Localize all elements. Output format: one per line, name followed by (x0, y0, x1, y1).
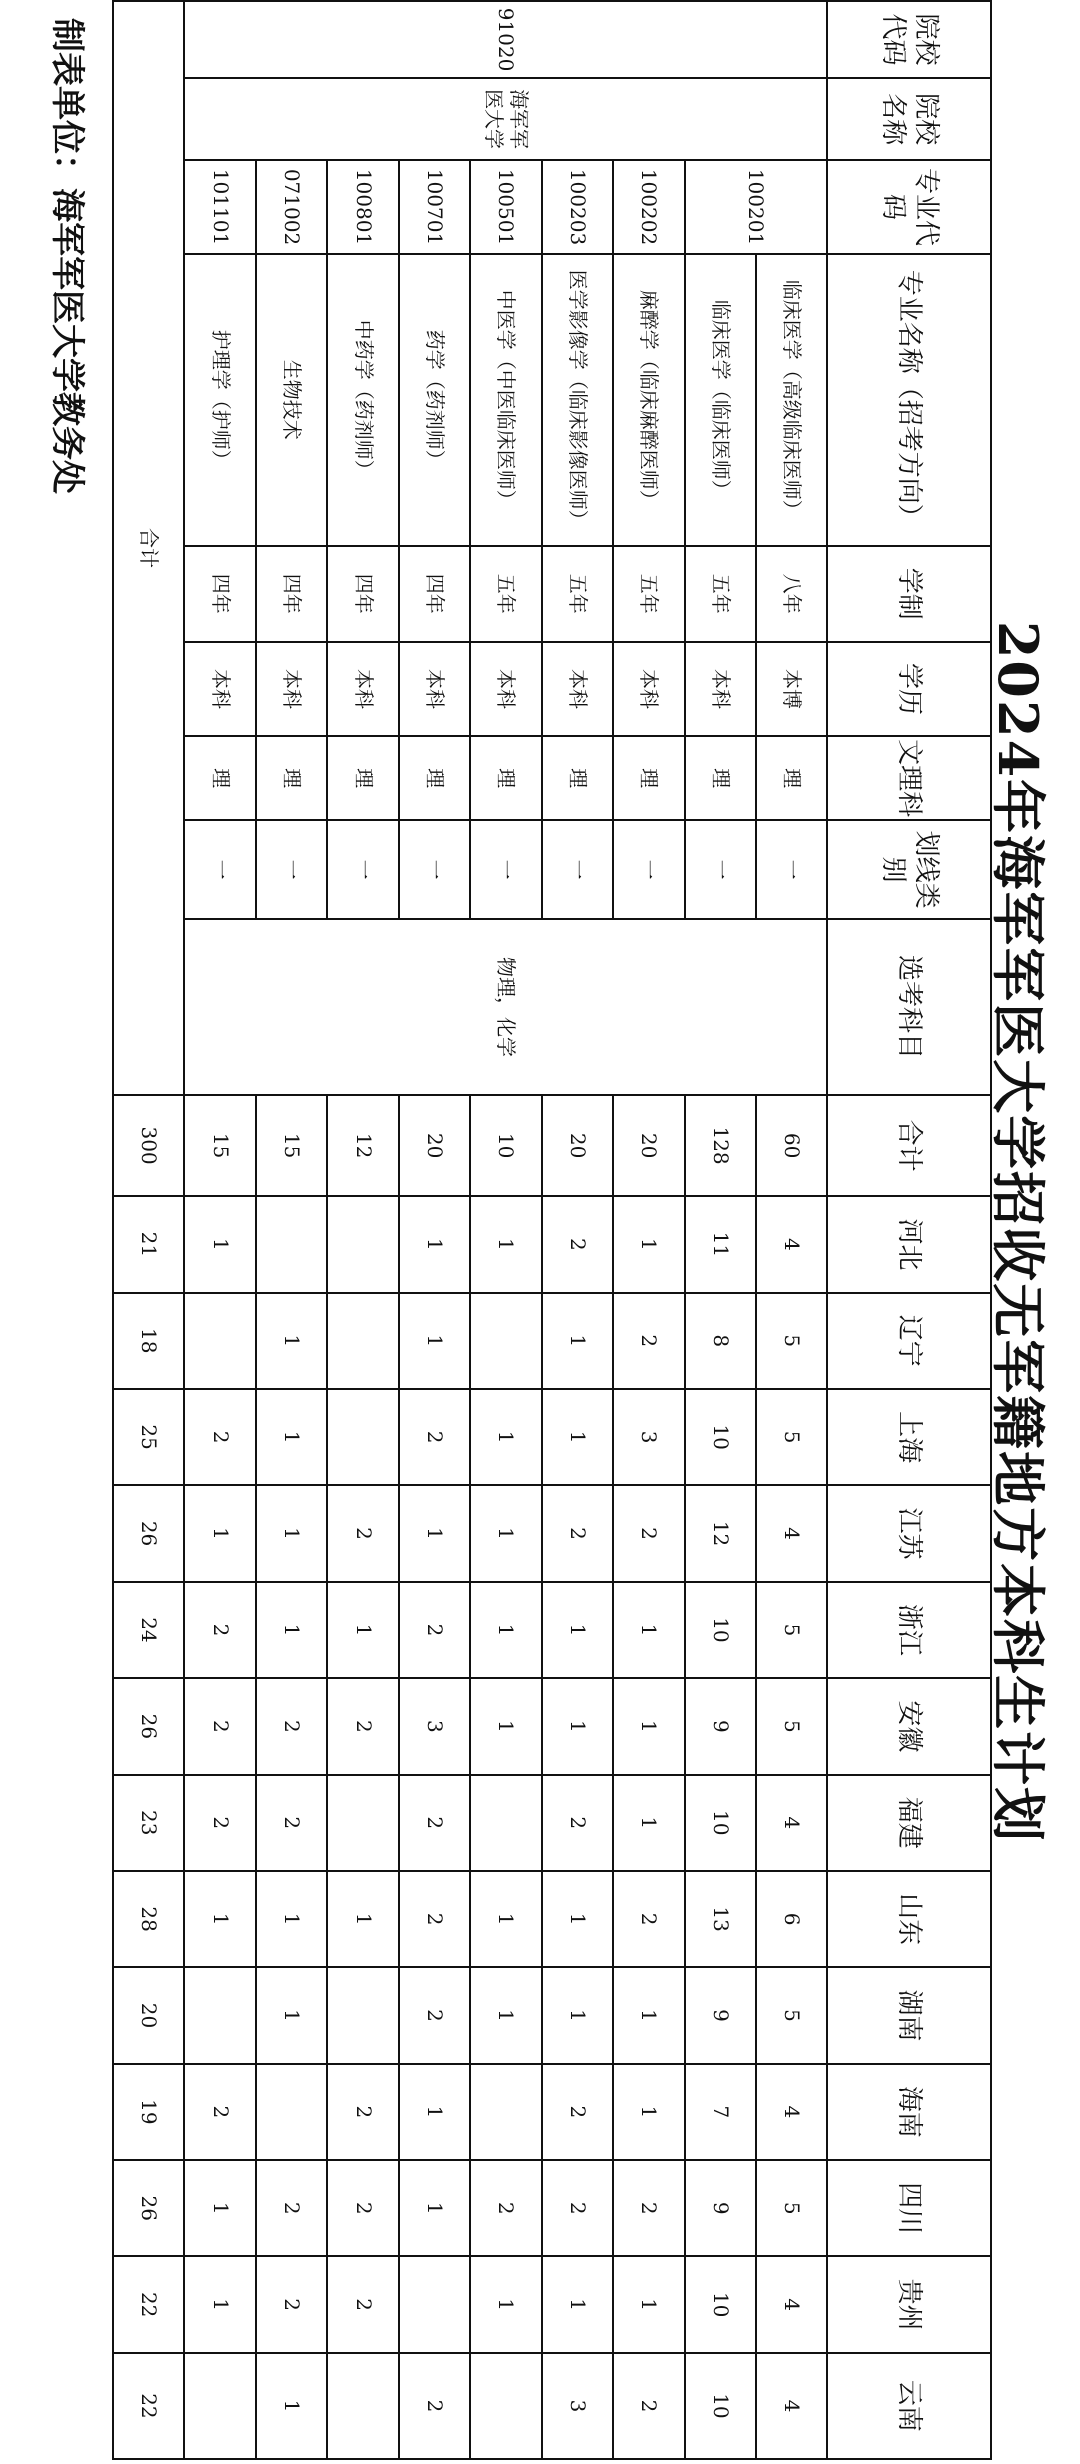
province-count-cell: 2 (542, 2160, 613, 2256)
province-count-cell: 1 (184, 1196, 255, 1292)
header-subjects: 选考科目 (827, 919, 991, 1095)
line-type-cell: 一 (542, 820, 613, 919)
major-code-cell: 100501 (470, 160, 541, 254)
row-total-cell: 20 (542, 1095, 613, 1196)
major-name-cell: 生物技术 (256, 254, 327, 546)
province-count-cell: 12 (685, 1485, 756, 1581)
province-count-cell: 2 (399, 1775, 470, 1871)
province-count-cell: 1 (470, 1678, 541, 1774)
province-count-cell (327, 1775, 398, 1871)
province-count-cell: 2 (327, 2160, 398, 2256)
province-count-cell: 2 (399, 1582, 470, 1678)
line-type-cell: 一 (685, 820, 756, 919)
province-count-cell: 1 (613, 1967, 684, 2063)
header-province: 海南 (827, 2064, 991, 2160)
province-count-cell: 2 (184, 1389, 255, 1485)
row-total-cell: 15 (184, 1095, 255, 1196)
province-count-cell: 2 (327, 1485, 398, 1581)
degree-cell: 本科 (613, 642, 684, 736)
province-count-cell: 2 (613, 1293, 684, 1389)
province-count-cell: 2 (184, 2064, 255, 2160)
major-name-cell: 中医学（中医临床医师） (470, 254, 541, 546)
sum-province-cell: 26 (113, 1678, 184, 1774)
sum-province-cell: 28 (113, 1871, 184, 1967)
province-count-cell: 1 (542, 1389, 613, 1485)
major-name-cell: 临床医学（临床医师） (685, 254, 756, 546)
document-title: 2024年海军军医大学招收无军籍地方本科生计划 (986, 620, 1050, 1844)
province-count-cell (184, 1967, 255, 2063)
province-count-cell: 6 (756, 1871, 827, 1967)
province-count-cell: 2 (184, 1775, 255, 1871)
arts-science-cell: 理 (184, 736, 255, 820)
province-count-cell: 1 (327, 1582, 398, 1678)
province-count-cell (327, 1389, 398, 1485)
college-code-cell: 91020 (184, 1, 827, 78)
province-count-cell (327, 1293, 398, 1389)
header-province: 福建 (827, 1775, 991, 1871)
province-count-cell: 1 (256, 1582, 327, 1678)
province-count-cell (256, 2064, 327, 2160)
table-row (256, 1, 327, 2459)
province-count-cell: 5 (756, 1582, 827, 1678)
province-count-cell: 10 (685, 2256, 756, 2352)
province-count-cell: 1 (399, 1293, 470, 1389)
duration-cell: 五年 (613, 546, 684, 642)
province-count-cell: 2 (399, 1967, 470, 2063)
table-row (113, 1, 184, 2459)
province-count-cell: 2 (184, 1582, 255, 1678)
enrollment-plan-table (112, 0, 992, 2460)
table-row (756, 1, 827, 2459)
major-name-cell: 药学（药剂师） (399, 254, 470, 546)
header-province: 云南 (827, 2353, 991, 2459)
header-province: 贵州 (827, 2256, 991, 2352)
major-code-cell: 100701 (399, 160, 470, 254)
province-count-cell: 2 (542, 1775, 613, 1871)
duration-cell: 八年 (756, 546, 827, 642)
province-count-cell: 3 (542, 2353, 613, 2459)
province-count-cell: 9 (685, 1678, 756, 1774)
province-count-cell: 1 (399, 1485, 470, 1581)
province-count-cell: 1 (542, 1967, 613, 2063)
row-total-cell: 20 (613, 1095, 684, 1196)
province-count-cell: 1 (470, 1389, 541, 1485)
header-province: 四川 (827, 2160, 991, 2256)
arts-science-cell: 理 (685, 736, 756, 820)
sum-province-cell: 25 (113, 1389, 184, 1485)
province-count-cell: 2 (399, 2353, 470, 2459)
province-count-cell: 1 (184, 2256, 255, 2352)
major-name-cell: 护理学（护师） (184, 254, 255, 546)
sum-province-cell: 26 (113, 1485, 184, 1581)
province-count-cell: 1 (256, 2353, 327, 2459)
province-count-cell: 2 (327, 1678, 398, 1774)
province-count-cell (470, 2353, 541, 2459)
header-college-code: 院校代码 (827, 1, 991, 78)
major-code-cell: 100201 (685, 160, 828, 254)
province-count-cell: 2 (613, 2160, 684, 2256)
province-count-cell: 4 (756, 1775, 827, 1871)
province-count-cell: 2 (327, 2256, 398, 2352)
province-count-cell: 10 (685, 1389, 756, 1485)
province-count-cell: 1 (613, 1196, 684, 1292)
province-count-cell: 9 (685, 1967, 756, 2063)
province-count-cell: 1 (470, 1871, 541, 1967)
row-total-cell: 20 (399, 1095, 470, 1196)
province-count-cell: 4 (756, 2256, 827, 2352)
province-count-cell: 1 (470, 1485, 541, 1581)
arts-science-cell: 理 (256, 736, 327, 820)
header-province: 辽宁 (827, 1293, 991, 1389)
duration-cell: 四年 (327, 546, 398, 642)
header-major-code: 专业代码 (827, 160, 991, 254)
header-row (827, 1, 991, 2459)
sum-total-cell: 300 (113, 1095, 184, 1196)
province-count-cell: 4 (756, 2064, 827, 2160)
province-count-cell: 4 (756, 2353, 827, 2459)
arts-science-cell: 理 (327, 736, 398, 820)
province-count-cell: 1 (542, 1293, 613, 1389)
header-line-type: 划线类别 (827, 820, 991, 919)
arts-science-cell: 理 (756, 736, 827, 820)
degree-cell: 本科 (399, 642, 470, 736)
arts-science-cell: 理 (613, 736, 684, 820)
table-row (542, 1, 613, 2459)
province-count-cell: 5 (756, 1967, 827, 2063)
province-count-cell: 2 (399, 1871, 470, 1967)
province-count-cell: 5 (756, 1678, 827, 1774)
sum-province-cell: 19 (113, 2064, 184, 2160)
province-count-cell: 3 (613, 1389, 684, 1485)
sum-province-cell: 21 (113, 1196, 184, 1292)
province-count-cell: 2 (256, 2160, 327, 2256)
province-count-cell (470, 1293, 541, 1389)
province-count-cell: 5 (756, 2160, 827, 2256)
province-count-cell (399, 2256, 470, 2352)
header-duration: 学制 (827, 546, 991, 642)
province-count-cell: 11 (685, 1196, 756, 1292)
province-count-cell: 1 (470, 2256, 541, 2352)
province-count-cell (184, 2353, 255, 2459)
subjects-cell: 物理，化学 (184, 919, 827, 1095)
province-count-cell: 9 (685, 2160, 756, 2256)
province-count-cell: 2 (542, 1196, 613, 1292)
row-total-cell: 15 (256, 1095, 327, 1196)
province-count-cell: 1 (399, 2160, 470, 2256)
province-count-cell: 8 (685, 1293, 756, 1389)
sum-province-cell: 26 (113, 2160, 184, 2256)
major-name-cell: 麻醉学（临床麻醉医师） (613, 254, 684, 546)
line-type-cell: 一 (399, 820, 470, 919)
duration-cell: 五年 (470, 546, 541, 642)
province-count-cell: 2 (613, 2353, 684, 2459)
major-code-cell: 100202 (613, 160, 684, 254)
province-count-cell: 10 (685, 1582, 756, 1678)
major-code-cell: 100203 (542, 160, 613, 254)
province-count-cell: 1 (542, 1582, 613, 1678)
row-total-cell: 128 (685, 1095, 756, 1196)
sum-province-cell: 22 (113, 2353, 184, 2459)
major-code-cell: 071002 (256, 160, 327, 254)
province-count-cell: 1 (542, 1871, 613, 1967)
table-row (327, 1, 398, 2459)
province-count-cell: 2 (613, 1871, 684, 1967)
header-province: 湖南 (827, 1967, 991, 2063)
duration-cell: 四年 (399, 546, 470, 642)
duration-cell: 四年 (184, 546, 255, 642)
duration-cell: 五年 (542, 546, 613, 642)
sum-province-cell: 23 (113, 1775, 184, 1871)
header-degree: 学历 (827, 642, 991, 736)
province-count-cell: 1 (184, 2160, 255, 2256)
table-row (613, 1, 684, 2459)
province-count-cell: 3 (399, 1678, 470, 1774)
major-name-cell: 中药学（药剂师） (327, 254, 398, 546)
sum-label-cell: 合计 (113, 1, 184, 1095)
header-arts-science: 文理科 (827, 736, 991, 820)
duration-cell: 四年 (256, 546, 327, 642)
province-count-cell: 4 (756, 1485, 827, 1581)
province-count-cell: 1 (184, 1485, 255, 1581)
line-type-cell: 一 (184, 820, 255, 919)
degree-cell: 本博 (756, 642, 827, 736)
province-count-cell: 2 (470, 2160, 541, 2256)
province-count-cell: 1 (256, 1485, 327, 1581)
province-count-cell: 10 (685, 2353, 756, 2459)
line-type-cell: 一 (470, 820, 541, 919)
sum-province-cell: 18 (113, 1293, 184, 1389)
header-province: 上海 (827, 1389, 991, 1485)
major-name-cell: 临床医学（高级临床医师） (756, 254, 827, 546)
arts-science-cell: 理 (542, 736, 613, 820)
province-count-cell: 2 (256, 2256, 327, 2352)
sum-province-cell: 22 (113, 2256, 184, 2352)
province-count-cell: 1 (184, 1871, 255, 1967)
province-count-cell: 1 (470, 1967, 541, 2063)
table-row (470, 1, 541, 2459)
province-count-cell: 1 (613, 2256, 684, 2352)
province-count-cell: 1 (256, 1389, 327, 1485)
province-count-cell: 1 (613, 1775, 684, 1871)
header-province: 河北 (827, 1196, 991, 1292)
degree-cell: 本科 (542, 642, 613, 736)
row-total-cell: 60 (756, 1095, 827, 1196)
province-count-cell: 1 (470, 1196, 541, 1292)
province-count-cell (470, 2064, 541, 2160)
province-count-cell: 2 (399, 1389, 470, 1485)
province-count-cell: 1 (542, 2256, 613, 2352)
degree-cell: 本科 (685, 642, 756, 736)
province-count-cell: 1 (327, 1871, 398, 1967)
sum-province-cell: 20 (113, 1967, 184, 2063)
province-count-cell: 2 (542, 2064, 613, 2160)
line-type-cell: 一 (756, 820, 827, 919)
header-college-name: 院校名称 (827, 78, 991, 160)
table-row (685, 1, 756, 2459)
sum-province-cell: 24 (113, 1582, 184, 1678)
province-count-cell: 2 (542, 1485, 613, 1581)
degree-cell: 本科 (470, 642, 541, 736)
province-count-cell: 2 (256, 1678, 327, 1774)
province-count-cell (327, 1967, 398, 2063)
header-total: 合计 (827, 1095, 991, 1196)
province-count-cell (327, 1196, 398, 1292)
degree-cell: 本科 (256, 642, 327, 736)
duration-cell: 五年 (685, 546, 756, 642)
province-count-cell: 1 (542, 1678, 613, 1774)
province-count-cell: 1 (399, 2064, 470, 2160)
province-count-cell: 1 (256, 1967, 327, 2063)
header-province: 安徽 (827, 1678, 991, 1774)
province-count-cell: 1 (613, 2064, 684, 2160)
province-count-cell: 2 (327, 2064, 398, 2160)
row-total-cell: 12 (327, 1095, 398, 1196)
table-row (184, 1, 255, 2459)
province-count-cell: 2 (256, 1775, 327, 1871)
province-count-cell: 13 (685, 1871, 756, 1967)
major-code-cell: 100801 (327, 160, 398, 254)
header-province: 江苏 (827, 1485, 991, 1581)
province-count-cell: 1 (256, 1293, 327, 1389)
province-count-cell: 10 (685, 1775, 756, 1871)
arts-science-cell: 理 (399, 736, 470, 820)
line-type-cell: 一 (256, 820, 327, 919)
province-count-cell: 1 (613, 1678, 684, 1774)
province-count-cell: 7 (685, 2064, 756, 2160)
province-count-cell: 1 (613, 1582, 684, 1678)
table-row (399, 1, 470, 2459)
province-count-cell: 2 (184, 1678, 255, 1774)
header-major-name: 专业名称（招考方向） (827, 254, 991, 546)
major-code-cell: 101101 (184, 160, 255, 254)
arts-science-cell: 理 (470, 736, 541, 820)
line-type-cell: 一 (327, 820, 398, 919)
degree-cell: 本科 (184, 642, 255, 736)
line-type-cell: 一 (613, 820, 684, 919)
province-count-cell (470, 1775, 541, 1871)
province-count-cell: 5 (756, 1389, 827, 1485)
maker-label: 制表单位：海军军医大学教务处 (47, 18, 87, 494)
province-count-cell: 4 (756, 1196, 827, 1292)
province-count-cell: 1 (256, 1871, 327, 1967)
province-count-cell (256, 1196, 327, 1292)
province-count-cell: 1 (399, 1196, 470, 1292)
header-province: 山东 (827, 1871, 991, 1967)
province-count-cell: 2 (613, 1485, 684, 1581)
major-name-cell: 医学影像学（临床影像医师） (542, 254, 613, 546)
province-count-cell: 5 (756, 1293, 827, 1389)
header-province: 浙江 (827, 1582, 991, 1678)
province-count-cell (184, 1293, 255, 1389)
province-count-cell: 1 (470, 1582, 541, 1678)
degree-cell: 本科 (327, 642, 398, 736)
province-count-cell (327, 2353, 398, 2459)
row-total-cell: 10 (470, 1095, 541, 1196)
college-name-cell: 海军军医大学 (184, 78, 827, 160)
